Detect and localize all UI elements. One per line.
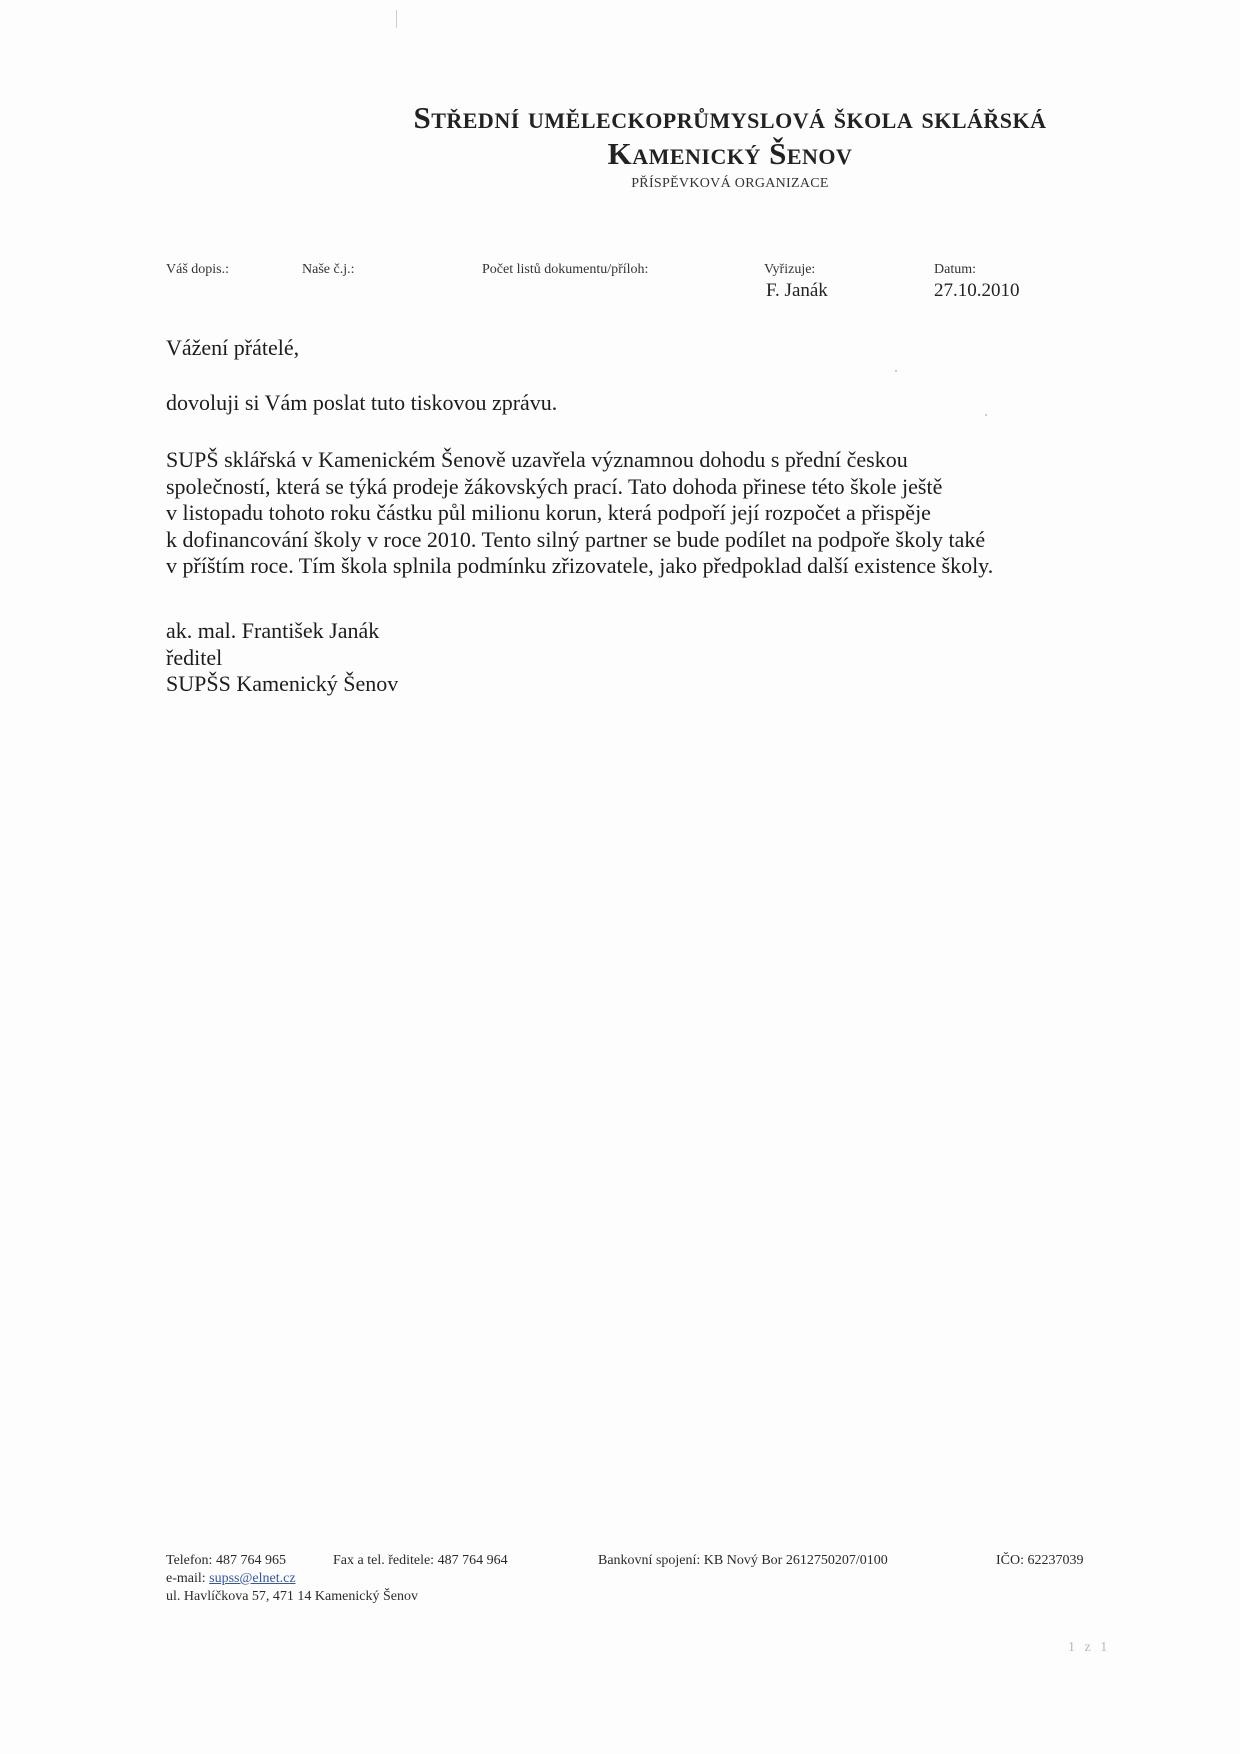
our-ref-label: Naše č.j.: bbox=[302, 262, 355, 277]
greeting: Vážení přátelé, bbox=[166, 335, 300, 360]
organization-type: PŘÍSPĚVKOVÁ ORGANIZACE bbox=[631, 176, 829, 191]
scan-speck bbox=[396, 10, 397, 28]
press-release-paragraph bbox=[166, 447, 1126, 580]
footer-email-link[interactable]: supss@elnet.cz bbox=[209, 1571, 296, 1586]
footer-email-label: e-mail: bbox=[166, 1571, 210, 1586]
footer-email-row bbox=[166, 1570, 296, 1588]
intro-sentence: dovoluji si Vám poslat tuto tiskovou zprávu. bbox=[166, 390, 558, 415]
footer-address: ul. Havlíčkova 57, 471 14 Kamenický Šenov bbox=[166, 1589, 418, 1604]
footer-bank: Bankovní spojení: KB Nový Bor 2612750207/0100 bbox=[598, 1553, 888, 1568]
date-label: Datum: bbox=[934, 262, 976, 277]
paragraph-line: SUPŠ sklářská v Kamenickém Šenově uzavřela významnou dohodu s přední českou bbox=[166, 447, 908, 472]
footer-phone: Telefon: 487 764 965 bbox=[166, 1553, 286, 1568]
footer-ico: IČO: 62237039 bbox=[996, 1553, 1084, 1568]
paragraph-line: v příštím roce. Tím škola splnila podmínku zřizovatele, jako předpoklad další existence školy. bbox=[166, 553, 994, 578]
paragraph-line: k dofinancování školy v roce 2010. Tento silný partner se bude podílet na podpoře školy také bbox=[166, 526, 986, 552]
school-name: Střední uměleckoprůmyslová škola sklářská bbox=[413, 100, 1047, 135]
scan-speck bbox=[895, 370, 897, 372]
signature-block bbox=[166, 618, 1126, 698]
paragraph-line: v listopadu tohoto roku částku půl milionu korun, která podpoří její rozpočet a přispěje bbox=[166, 500, 931, 525]
signatory-organization: SUPŠS Kamenický Šenov bbox=[166, 671, 399, 696]
date-value: 27.10.2010 bbox=[934, 280, 1020, 301]
handled-by-value: F. Janák bbox=[766, 280, 828, 301]
scan-speck bbox=[985, 414, 987, 416]
footer-fax: Fax a tel. ředitele: 487 764 964 bbox=[333, 1553, 508, 1568]
school-location: Kamenický Šenov bbox=[607, 136, 853, 171]
handled-by-label: Vyřizuje: bbox=[764, 262, 816, 277]
signatory-role: ředitel bbox=[166, 644, 223, 670]
your-letter-label: Váš dopis.: bbox=[166, 262, 229, 277]
letterhead bbox=[300, 100, 1160, 192]
signatory-name: ak. mal. František Janák bbox=[166, 618, 380, 643]
page-number: 1 z 1 bbox=[1068, 1640, 1111, 1655]
reference-row bbox=[0, 262, 1240, 312]
paragraph-line: společností, která se týká prodeje žákovských prací. Tato dohoda přinese této škole ještě bbox=[166, 473, 943, 499]
page-count-label: Počet listů dokumentu/příloh: bbox=[482, 262, 649, 277]
